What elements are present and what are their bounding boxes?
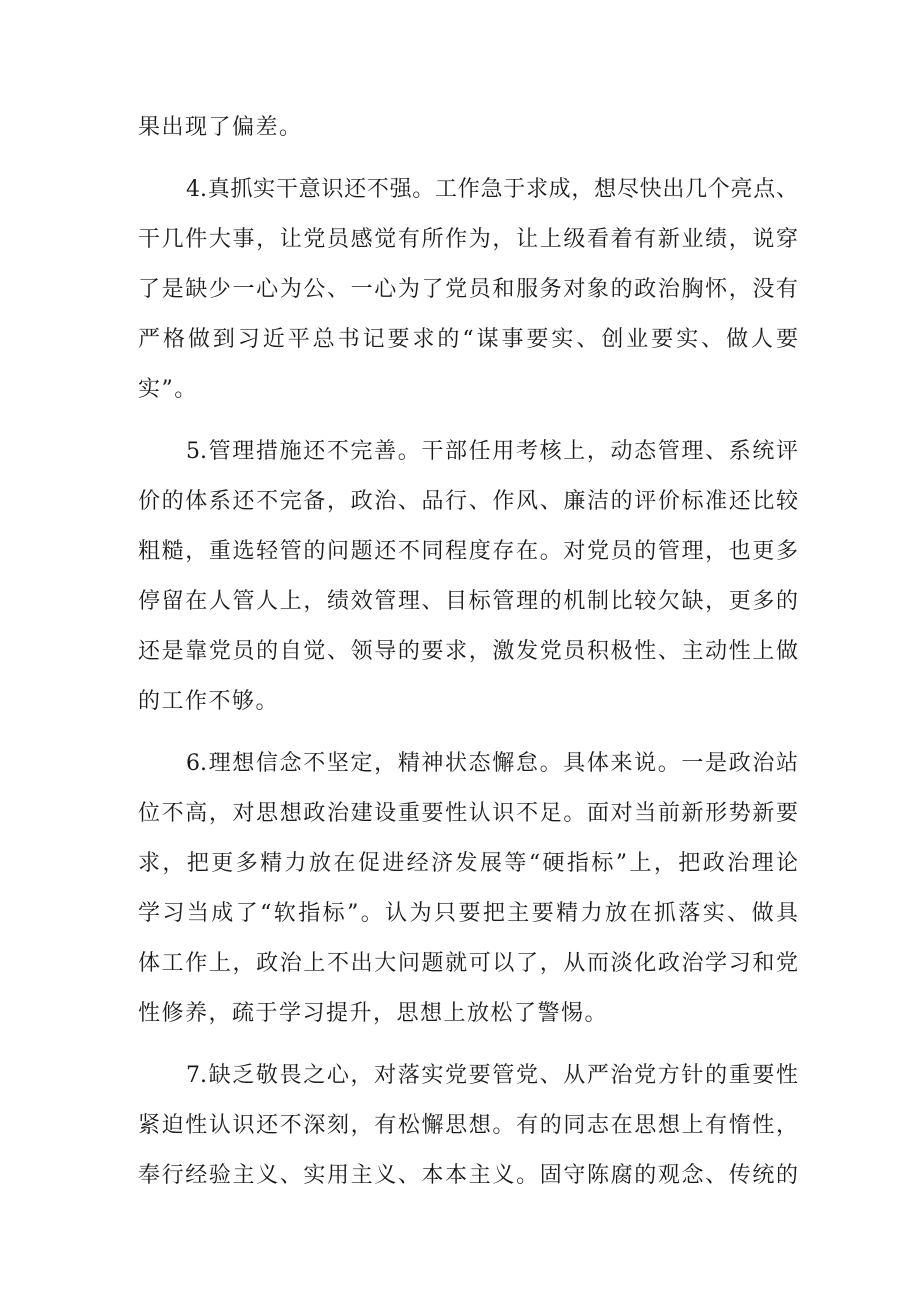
text-line: 性修养，疏于学习提升，思想上放松了警惕。 — [138, 1001, 609, 1026]
text-line: 干几件大事，让党员感觉有所作为，让上级看着有新业绩，说穿 — [138, 227, 798, 252]
text-line: 严格做到习近平总书记要求的“谋事要实、创业要实、做人要 — [138, 327, 798, 352]
paragraph-5-first-line: 5.管理措施还不完善。干部任用考核上，动态管理、系统评 — [186, 439, 798, 464]
text-line: 的工作不够。 — [138, 689, 280, 714]
text-line: 了是缺少一心为公、一心为了党员和服务对象的政治胸怀，没有 — [138, 277, 798, 302]
text-line: 粗糙，重选轻管的问题还不同程度存在。对党员的管理，也更多 — [138, 539, 798, 564]
text-line: 求，把更多精力放在促进经济发展等“硬指标”上，把政治理论 — [138, 851, 798, 876]
text-line: 学习当成了“软指标”。认为只要把主要精力放在抓落实、做具 — [138, 901, 798, 926]
paragraph-6-first-line: 6.理想信念不坚定，精神状态懈怠。具体来说。一是政治站 — [186, 751, 798, 776]
text-line: 果出现了偏差。 — [138, 115, 303, 140]
text-line: 紧迫性认识还不深刻，有松懈思想。有的同志在思想上有惰性， — [138, 1113, 798, 1138]
text-line: 体工作上，政治上不出大问题就可以了，从而淡化政治学习和党 — [138, 951, 798, 976]
text-line: 奉行经验主义、实用主义、本本主义。固守陈腐的观念、传统的 — [138, 1163, 798, 1188]
text-line: 还是靠党员的自觉、领导的要求，激发党员积极性、主动性上做 — [138, 639, 798, 664]
paragraph-7-first-line: 7.缺乏敬畏之心，对落实党要管党、从严治党方针的重要性 — [186, 1063, 798, 1088]
text-line: 位不高，对思想政治建设重要性认识不足。面对当前新形势新要 — [138, 801, 798, 826]
text-line: 实”。 — [138, 377, 198, 402]
paragraph-4-first-line: 4.真抓实干意识还不强。工作急于求成，想尽快出几个亮点、 — [186, 177, 798, 202]
text-line: 价的体系还不完备，政治、品行、作风、廉洁的评价标准还比较 — [138, 489, 798, 514]
text-line: 停留在人管人上，绩效管理、目标管理的机制比较欠缺，更多的 — [138, 589, 798, 614]
